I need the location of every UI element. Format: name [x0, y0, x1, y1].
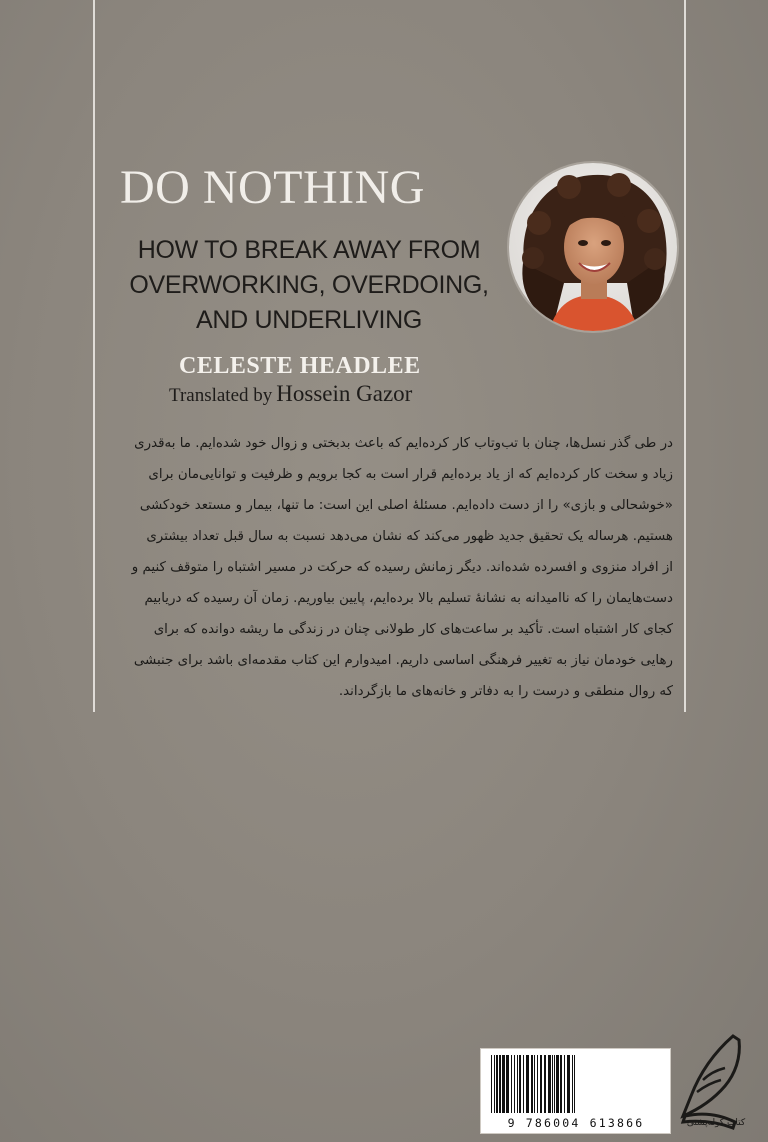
barcode-bar — [519, 1055, 521, 1113]
book-subtitle — [124, 233, 494, 338]
barcode-bar — [496, 1055, 498, 1113]
blurb-line: «خوشحالی و بازی» را از دست داده‌ایم. مسئلهٔ اصلی این است: ما تنها، بیمار و مستعد خودکشی — [139, 498, 673, 513]
barcode-bar — [564, 1055, 565, 1113]
author-name: CELESTE HEADLEE — [179, 353, 421, 379]
barcode-bar — [567, 1055, 570, 1113]
barcode-bar — [552, 1055, 553, 1113]
barcode-bar — [517, 1055, 518, 1113]
barcode-bar — [544, 1055, 546, 1113]
blurb-line: دست‌هایمان را که ناامیدانه به نشانهٔ تسلیم بالا برده‌ایم، پایین بیاوریم. زمان آن رسیده که دریابیم — [144, 591, 673, 606]
subtitle-line: HOW TO BREAK AWAY FROM — [137, 236, 481, 264]
barcode-bar — [534, 1055, 535, 1113]
barcode-bar — [499, 1055, 501, 1113]
author-portrait-photo — [507, 161, 679, 333]
barcode-bars — [481, 1049, 670, 1115]
blurb-line: از افراد منزوی و افسرده شده‌اند. دیگر زمانش رسیده که حرکت در مسیر اشتباه را متوقف کنیم و — [131, 560, 673, 575]
book-title: DO NOTHING — [120, 161, 425, 214]
blurb-line: که روال منطقی و درست را به دفاتر و خانه‌های ما بازگرداند. — [338, 684, 673, 699]
blurb-line: زیاد و سخت کار کرده‌ایم که از یاد برده‌ایم قرار است به کجا برویم و ظرفیت و توانایی‌مان برای — [148, 467, 673, 482]
translated-by-label: Translated by — [169, 385, 273, 406]
barcode-bar — [526, 1055, 529, 1113]
barcode-bar — [540, 1055, 542, 1113]
barcode-bar — [523, 1055, 524, 1113]
barcode-bar — [502, 1055, 505, 1113]
left-vertical-rule — [93, 0, 95, 712]
translator-name: Hossein Gazor — [276, 381, 413, 406]
blurb-line: کجای کار اشتباه است. تأکید بر ساعت‌های کار طولانی چنان در زندگی ما ریشه دوانده که برای — [153, 622, 673, 637]
barcode-bar — [506, 1055, 509, 1113]
isbn-number: 9 786004 613866 — [507, 1116, 645, 1130]
barcode-bar — [572, 1055, 573, 1113]
barcode-bar — [491, 1055, 492, 1113]
barcode-bar — [556, 1055, 559, 1113]
isbn-barcode — [480, 1048, 671, 1134]
barcode-bar — [574, 1055, 575, 1113]
subtitle-line: OVERWORKING, OVERDOING, — [129, 271, 489, 299]
barcode-bar — [514, 1055, 515, 1113]
publisher-logo-text: کتاب کوله‌پشتی — [686, 1118, 746, 1128]
blurb-line: هستیم. هرساله یک تحقیق جدید ظهور می‌کند که نشان می‌دهد نسبت به سال قبل تعداد بیشتری — [146, 529, 673, 544]
barcode-bar — [548, 1055, 551, 1113]
barcode-bar — [537, 1055, 538, 1113]
blurb-line: رهایی خودمان نیاز به تغییر فرهنگی اساسی داریم. امیدوارم این کتاب مقدمه‌ای باشد برای جنبشی — [133, 653, 673, 668]
barcode-bar — [560, 1055, 562, 1113]
barcode-bar — [554, 1055, 555, 1113]
barcode-bar — [531, 1055, 533, 1113]
translator-credit — [169, 381, 489, 407]
right-vertical-rule — [684, 0, 686, 712]
subtitle-line: AND UNDERLIVING — [195, 306, 423, 334]
barcode-bar — [494, 1055, 495, 1113]
blurb-line: در طی گذر نسل‌ها، چنان با تب‌وتاب کار کرده‌ایم که باعث بدبختی و زوال خود شده‌ایم. ما به‌قدری — [134, 436, 673, 451]
barcode-bar — [511, 1055, 512, 1113]
blurb-paragraph — [110, 428, 673, 707]
